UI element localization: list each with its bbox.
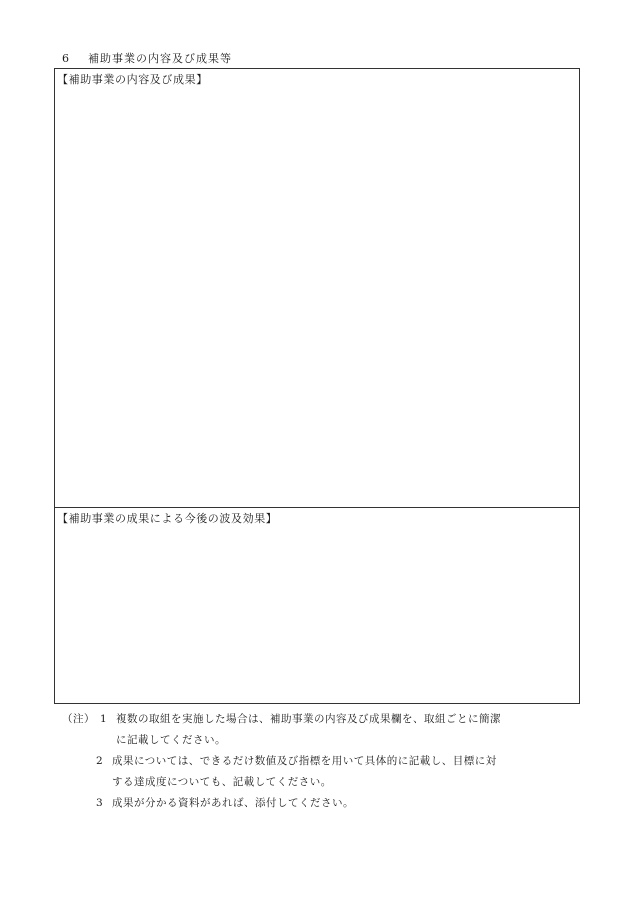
notes-prefix: （注）: [62, 713, 95, 725]
note-text: 成果が分かる資料があれば、添付してください。: [112, 797, 354, 809]
section-title: 補助事業の内容及び成果等: [88, 52, 232, 65]
note-number: 2: [96, 755, 104, 767]
note-item-1: [62, 709, 592, 730]
note-text: 成果については、できるだけ数値及び指標を用いて具体的に記載し、目標に対: [112, 755, 497, 767]
note-item-2-continued: [62, 772, 592, 793]
note-number: 3: [96, 797, 104, 809]
note-text: 複数の取組を実施した場合は、補助事業の内容及び成果欄を、取組ごとに簡潔: [116, 713, 501, 725]
notes-section: [62, 709, 592, 814]
future-effects-label: 【補助事業の成果による今後の波及効果】: [57, 512, 278, 525]
section-number: 6: [62, 52, 70, 65]
note-text: する達成度についても、記載してください。: [112, 776, 332, 788]
future-effects-field: [55, 508, 579, 703]
note-item-2: [62, 751, 592, 772]
section-heading: [62, 50, 232, 66]
note-number: 1: [100, 713, 108, 725]
note-text: に記載してください。: [116, 734, 226, 746]
content-results-input[interactable]: [59, 89, 575, 503]
report-form: [54, 68, 580, 704]
content-results-label: 【補助事業の内容及び成果】: [57, 73, 208, 86]
content-results-field: [55, 69, 579, 508]
note-item-3: [62, 793, 592, 814]
note-item-1-continued: [62, 730, 592, 751]
future-effects-input[interactable]: [59, 528, 575, 699]
